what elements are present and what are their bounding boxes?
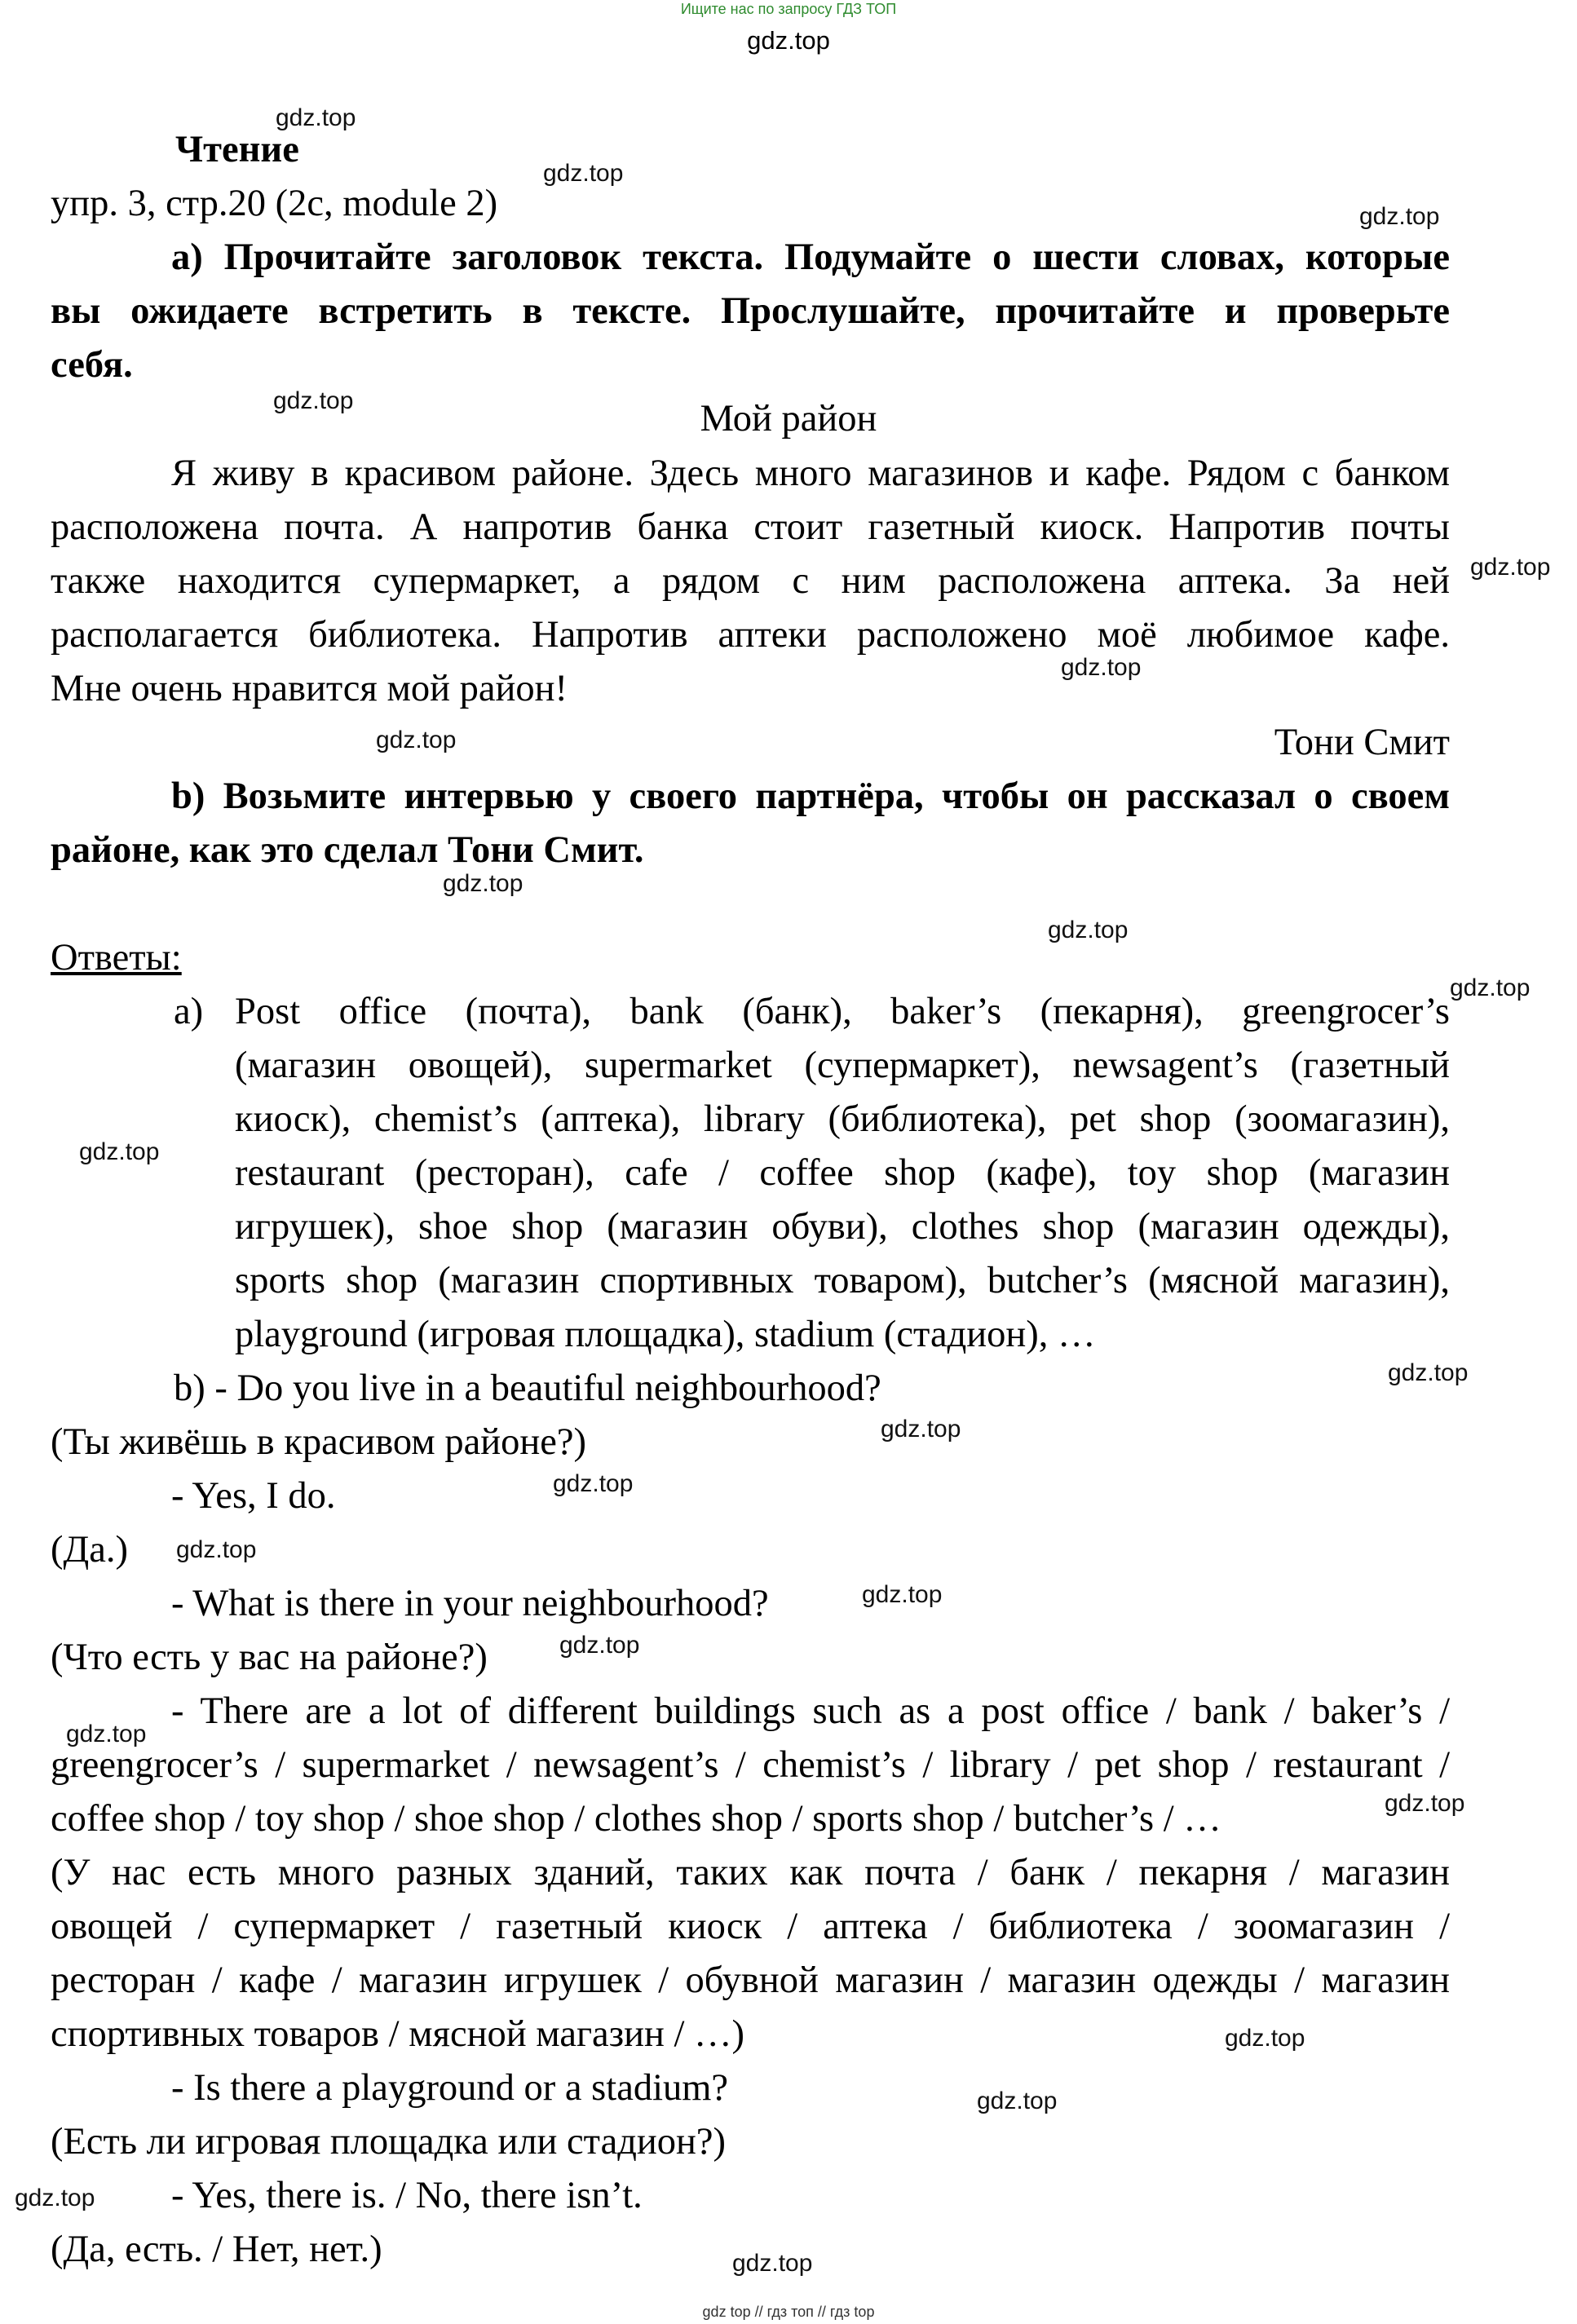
watermark: gdz.top: [732, 2250, 813, 2277]
text-author: Тони Смит: [1274, 722, 1450, 763]
watermark: gdz.top: [15, 2185, 95, 2211]
dialogue-answer-2-tr-line-3: ресторан / кафе / магазин игрушек / обувной магазин / магазин одежды / магазин: [51, 1959, 1450, 2001]
task-b-line-1: b) Возьмите интервью у своего партнёра, чтобы он рассказал о своем: [171, 775, 1450, 817]
search-hint: Ищите нас по запросу ГДЗ ТОП: [680, 1, 897, 17]
dialogue-answer-2-tr-line-4: спортивных товаров / мясной магазин / …): [51, 2013, 744, 2055]
answer-a-line-4: restaurant (ресторан), cafe / coffee shop (кафе), toy shop (магазин: [235, 1152, 1450, 1194]
watermark: gdz.top: [1048, 917, 1129, 943]
watermark: gdz.top: [376, 727, 457, 753]
watermark: gdz.top: [66, 1721, 147, 1747]
dialogue-translation-1: (Ты живёшь в красивом районе?): [51, 1421, 586, 1463]
answer-a-line-1: Post office (почта), bank (банк), baker’s (пекарня), greengrocer’s: [235, 991, 1450, 1032]
text-line-3: также находится супермаркет, а рядом с ним расположена аптека. За ней: [51, 560, 1450, 602]
dialogue-question-2: - What is there in your neighbourhood?: [171, 1583, 769, 1624]
dialogue-answer-1-translation: (Да.): [51, 1529, 128, 1571]
text-title: Мой район: [700, 398, 877, 440]
answer-a-line-2: (магазин овощей), supermarket (супермаркет), newsagent’s (газетный: [235, 1045, 1450, 1086]
dialogue-answer-2-line-1: - There are a lot of different buildings such as a post office / bank / baker’s /: [171, 1690, 1450, 1732]
watermark: gdz.top: [553, 1470, 634, 1497]
watermark: gdz.top: [1061, 654, 1142, 681]
watermark: gdz.top: [273, 387, 354, 414]
watermark: gdz.top: [977, 2088, 1058, 2114]
watermark: gdz.top: [276, 104, 356, 131]
dialogue-question-3: - Is there a playground or a stadium?: [171, 2067, 729, 2109]
text-line-1: Я живу в красивом районе. Здесь много магазинов и кафе. Рядом с банком: [171, 453, 1450, 494]
watermark: gdz.top: [176, 1536, 257, 1563]
watermark: gdz.top: [79, 1138, 160, 1165]
watermark: gdz.top: [559, 1632, 640, 1659]
dialogue-answer-2-tr-line-1: (У нас есть много разных зданий, таких как почта / банк / пекарня / магазин: [51, 1852, 1450, 1893]
text-line-5: Мне очень нравится мой район!: [51, 668, 568, 709]
watermark: gdz.top: [862, 1581, 943, 1608]
answer-a-line-3: киоск), chemist’s (аптека), library (библиотека), pet shop (зоомагазин),: [235, 1098, 1450, 1140]
watermark: gdz.top: [881, 1416, 961, 1443]
answer-a-line-5: игрушек), shoe shop (магазин обуви), clothes shop (магазин одежды),: [235, 1206, 1450, 1248]
watermark: gdz.top: [543, 160, 624, 187]
dialogue-answer-2-line-3: coffee shop / toy shop / shoe shop / clothes shop / sports shop / butcher’s / …: [51, 1798, 1221, 1840]
section-heading: Чтение: [175, 129, 299, 170]
dialogue-answer-2-line-2: greengrocer’s / supermarket / newsagent’s / chemist’s / library / pet shop / restaurant /: [51, 1744, 1450, 1786]
dialogue-translation-3: (Есть ли игровая площадка или стадион?): [51, 2121, 727, 2163]
dialogue-question-1: b) - Do you live in a beautiful neighbourhood?: [174, 1367, 881, 1409]
answer-a-line-7: playground (игровая площадка), stadium (стадион), …: [235, 1314, 1096, 1355]
text-line-4: располагается библиотека. Напротив аптеки расположено моё любимое кафе.: [51, 614, 1450, 656]
watermark: gdz.top: [1385, 1790, 1465, 1817]
watermark: gdz.top: [1388, 1359, 1469, 1386]
watermark: gdz.top: [443, 870, 523, 897]
dialogue-answer-2-tr-line-2: овощей / супермаркет / газетный киоск / аптека / библиотека / зоомагазин /: [51, 1906, 1450, 1947]
watermark: gdz.top: [1470, 554, 1551, 581]
task-b-line-2: районе, как это сделал Тони Смит.: [51, 829, 644, 871]
text-line-2: расположена почта. А напротив банка стоит газетный киоск. Напротив почты: [51, 506, 1450, 548]
dialogue-translation-2: (Что есть у вас на районе?): [51, 1637, 488, 1678]
watermark: gdz.top: [1225, 2025, 1305, 2052]
dialogue-answer-3-translation: (Да, есть. / Нет, нет.): [51, 2229, 382, 2270]
watermark: gdz.top: [1450, 974, 1531, 1001]
answers-label: Ответы:: [51, 937, 182, 979]
answer-a-marker: а): [174, 991, 204, 1032]
task-a-line-3: себя.: [51, 344, 133, 386]
dialogue-answer-3: - Yes, there is. / No, there isn’t.: [171, 2175, 643, 2216]
exercise-reference: упр. 3, стр.20 (2c, module 2): [51, 183, 498, 224]
dialogue-answer-1: - Yes, I do.: [171, 1475, 336, 1517]
answer-a-line-6: sports shop (магазин спортивных товаром), butcher’s (мясной магазин),: [235, 1260, 1450, 1301]
task-a-line-1: а) Прочитайте заголовок текста. Подумайте о шести словах, которые: [171, 236, 1450, 278]
watermark: gdz.top: [1359, 203, 1440, 230]
site-name-header: gdz.top: [747, 26, 830, 55]
task-a-line-2: вы ожидаете встретить в тексте. Прослушайте, прочитайте и проверьте: [51, 290, 1450, 332]
footer-note: gdz top // гдз топ // гдз top: [702, 2304, 875, 2320]
